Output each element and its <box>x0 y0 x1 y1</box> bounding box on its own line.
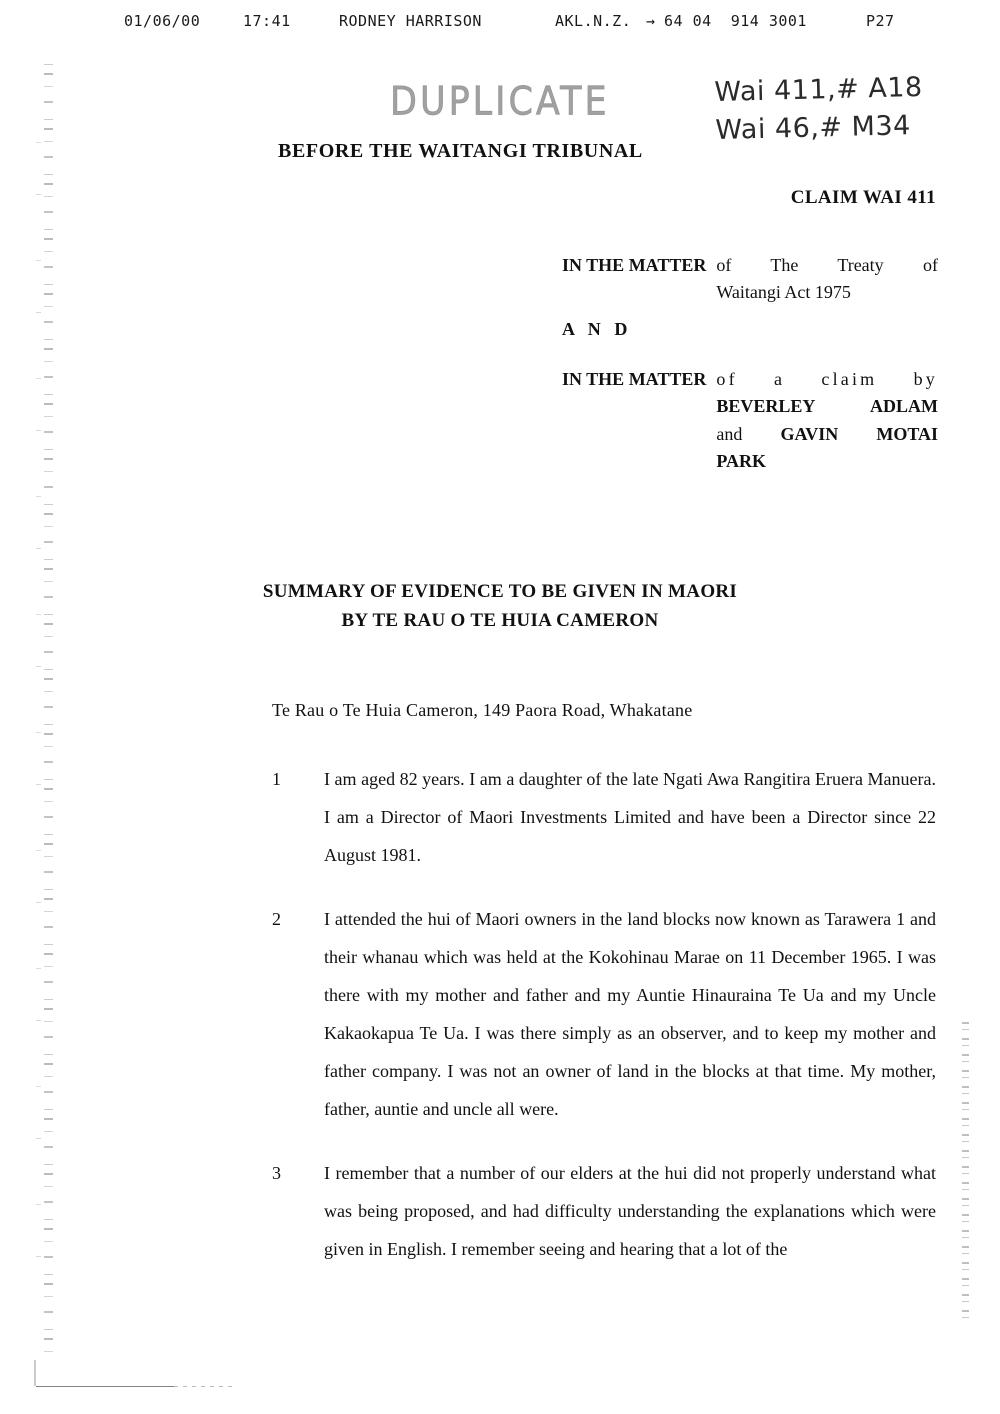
claimant-name-2: GAVIN MOTAI <box>780 423 938 444</box>
tribunal-title: BEFORE THE WAITANGI TRIBUNAL <box>278 140 643 162</box>
duplicate-stamp: DUPLICATE <box>390 80 610 125</box>
fax-date: 01/06/00 <box>124 12 201 30</box>
paragraph-text: I am aged 82 years. I am a daughter of the late Ngati Awa Rangitira Eruera Manuera. I am a Director of Maori Investments Limited and have been a Director since 22 August 1981. <box>324 769 936 865</box>
and-label: A N D <box>562 319 633 339</box>
summary-heading-line-2: BY TE RAU O TE HUIA CAMERON <box>341 609 659 631</box>
fax-page-code: P27 <box>866 12 895 30</box>
deponent-address: Te Rau o Te Huia Cameron, 149 Paora Road, Whakatane <box>272 700 693 720</box>
claimant-name-2-continued: PARK <box>716 451 767 472</box>
paragraph-number: 3 <box>272 1163 281 1183</box>
matter-label: IN THE MATTER <box>562 369 707 389</box>
scan-noise-right-margin <box>962 1020 969 1320</box>
paragraph <box>272 900 936 1128</box>
fax-sender: RODNEY HARRISON <box>339 12 482 30</box>
scan-noise-left-outer <box>36 120 41 1300</box>
paragraph <box>272 760 936 874</box>
paragraph-text: I remember that a number of our elders at the hui did not properly understand what was being proposed, and had difficulty understanding the explanations which were given in English. I remember seeing and hearing that a lot of the <box>324 1163 936 1259</box>
claimant-name-2-row <box>716 421 938 448</box>
summary-heading-line-1: SUMMARY OF EVIDENCE TO BE GIVEN IN MAORI <box>262 581 738 602</box>
fax-header <box>0 12 1000 38</box>
paragraph <box>272 1154 936 1268</box>
matter-block-claim <box>562 366 938 475</box>
scan-page-edge-tick <box>34 1360 36 1386</box>
matter-block-treaty <box>562 252 938 307</box>
handwritten-annotation <box>714 69 924 151</box>
matter-label: IN THE MATTER <box>562 255 707 275</box>
paragraph-number: 1 <box>272 769 281 789</box>
fax-time: 17:41 <box>243 12 291 30</box>
fax-number: 64 04 914 3001 <box>664 12 807 30</box>
claim-text-line-1: of a claim by <box>716 369 938 389</box>
paragraph-text: I attended the hui of Maori owners in the land blocks now known as Tarawera 1 and their whanau which was held at the Kokohinau Marae on 11 December 1965. I was there with my mother and father and my Auntie Hinauraina Te Ua and my Uncle Kakaokapua Te Ua. I was there simply as an observer, and to keep my mother and father company. I was not an owner of land in the blocks at that time. My mother, father, auntie and uncle all were. <box>324 909 936 1119</box>
summary-heading <box>0 578 1000 636</box>
scan-page-edge-line <box>36 1386 174 1387</box>
matter-and-connector <box>562 319 938 340</box>
claim-number: CLAIM WAI 411 <box>790 187 936 208</box>
claimant-conjunction: and <box>716 423 743 444</box>
scan-page-edge-line-dashed <box>174 1386 236 1387</box>
fax-destination: AKL.N.Z. <box>555 12 632 30</box>
handwritten-line-2: Wai 46,# M34 <box>715 110 912 147</box>
matter-text-line-2: Waitangi Act 1975 <box>716 282 851 303</box>
paragraph-number: 2 <box>272 909 281 929</box>
handwritten-line-1: Wai 411,# A18 <box>714 71 924 108</box>
matter-text-line-1: of The Treaty of <box>716 255 938 275</box>
scan-noise-left-margin <box>44 60 53 1360</box>
fax-arrow-icon: → <box>646 12 656 30</box>
evidence-paragraphs <box>272 760 936 1294</box>
claimant-name-1: BEVERLEY ADLAM <box>716 396 938 417</box>
